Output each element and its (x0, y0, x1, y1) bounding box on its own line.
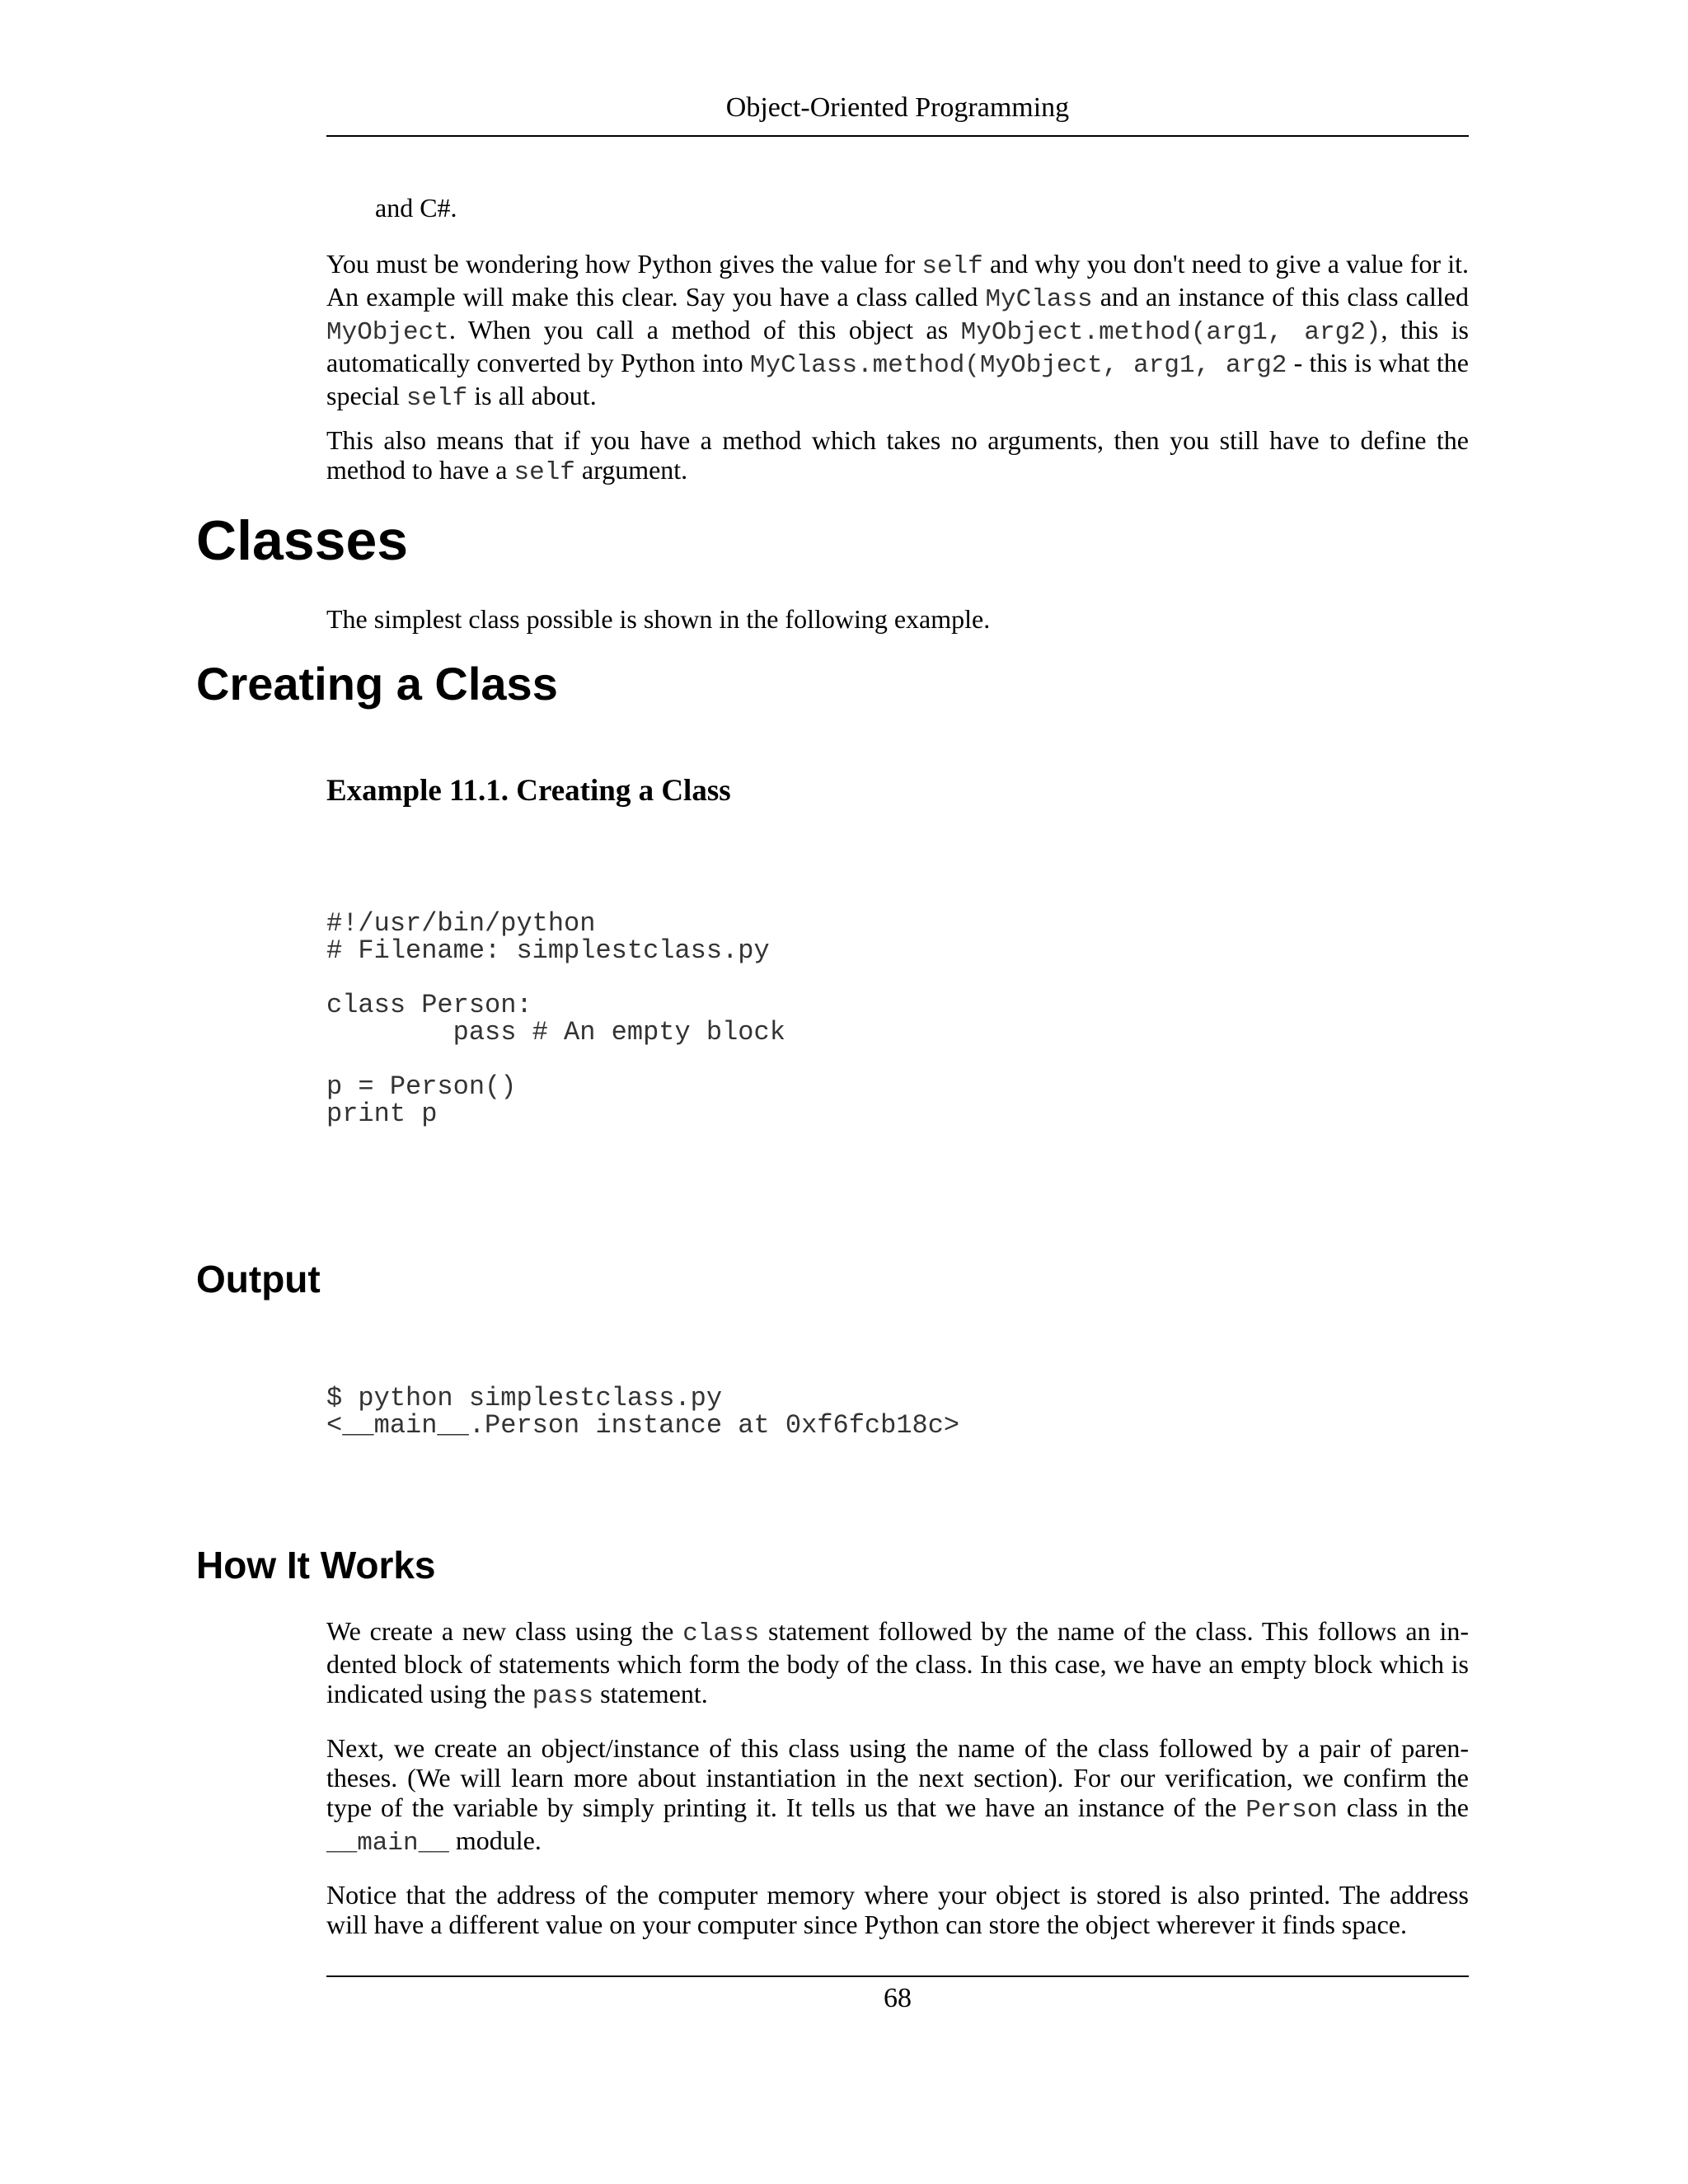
paragraph-how-class-statement (326, 1616, 1469, 1712)
inline-code: self (406, 384, 468, 413)
code-output: $ python simplestclass.py <__main__.Person instance at 0xf6fcb18c> (326, 1383, 960, 1441)
heading-creating-a-class: Creating a Class (196, 658, 558, 710)
inline-code: MyObject (326, 318, 449, 347)
paragraph-classes-intro: The simplest class possible is shown in the following example. (326, 604, 991, 634)
inline-code: self (513, 458, 575, 487)
text-run: and an instance of this class called (1092, 282, 1470, 312)
inline-code: __main__ (326, 1829, 449, 1858)
inline-code: MyClass.method(MyObject, arg1, arg2 (749, 351, 1287, 380)
heading-output: Output (196, 1258, 321, 1301)
text-run: . When you call a method of this object as (448, 315, 961, 344)
text-run: module. (448, 1825, 542, 1855)
heading-classes: Classes (196, 509, 409, 572)
text-run: We create a new class using the (326, 1616, 683, 1646)
paragraph-how-address: Notice that the address of the computer memory where your object is stored is also printed. The address will have a different value on your computer since Python can store the object wherever it finds space. (326, 1880, 1469, 1939)
header-title: Object-Oriented Programming (725, 92, 1070, 123)
running-header (326, 92, 1469, 137)
inline-code: MyObject.method(arg1, arg2) (960, 318, 1381, 347)
paragraph-how-instance (326, 1733, 1469, 1858)
page-number: 68 (884, 1983, 912, 2013)
inline-code: class (682, 1619, 760, 1648)
text-run: Next, we create an object/instance of this class using the name of the class followed by a pair of paren-theses. (We will learn more about instantiation in the next section). For our verification, we confirm the type of the variable by simply printing it. It tells us that we have an instance of the (326, 1733, 1469, 1822)
continuation-text: and C#. (375, 193, 457, 223)
heading-how-it-works: How It Works (196, 1544, 436, 1586)
inline-code: MyClass (985, 285, 1093, 314)
paragraph-self-explanation (326, 249, 1469, 414)
text-run: argument. (574, 455, 688, 485)
inline-code: Person (1245, 1796, 1338, 1825)
text-run: statement. (593, 1679, 708, 1708)
text-run: , this is automatically converted by Python into (326, 315, 1470, 377)
text-run: You must be wondering how Python gives the value for (326, 249, 922, 279)
footer-rule (326, 1975, 1469, 1977)
inline-code: self (921, 252, 983, 281)
text-run: class in the (1337, 1793, 1470, 1822)
text-run: is all about. (467, 381, 597, 410)
paragraph-self-argument (326, 425, 1469, 488)
inline-code: pass (532, 1682, 594, 1711)
text-run: - this is what the special (326, 348, 1470, 410)
text-run: and why you don't need to give a value for it. An example will make this clear. Say you have a class called (326, 249, 1470, 312)
text-run: statement followed by the name of the class. This follows an in-dented block of statements which form the body of the class. In this case, we have an empty block which is indicated using the (326, 1616, 1470, 1708)
example-title: Example 11.1. Creating a Class (326, 774, 731, 808)
text-run: This also means that if you have a method which takes no arguments, then you still have to define the method to have a (326, 425, 1469, 485)
code-listing-simplestclass: #!/usr/bin/python # Filename: simplestclass.py class Person: pass # An empty block p = Person() print p (326, 908, 785, 1129)
